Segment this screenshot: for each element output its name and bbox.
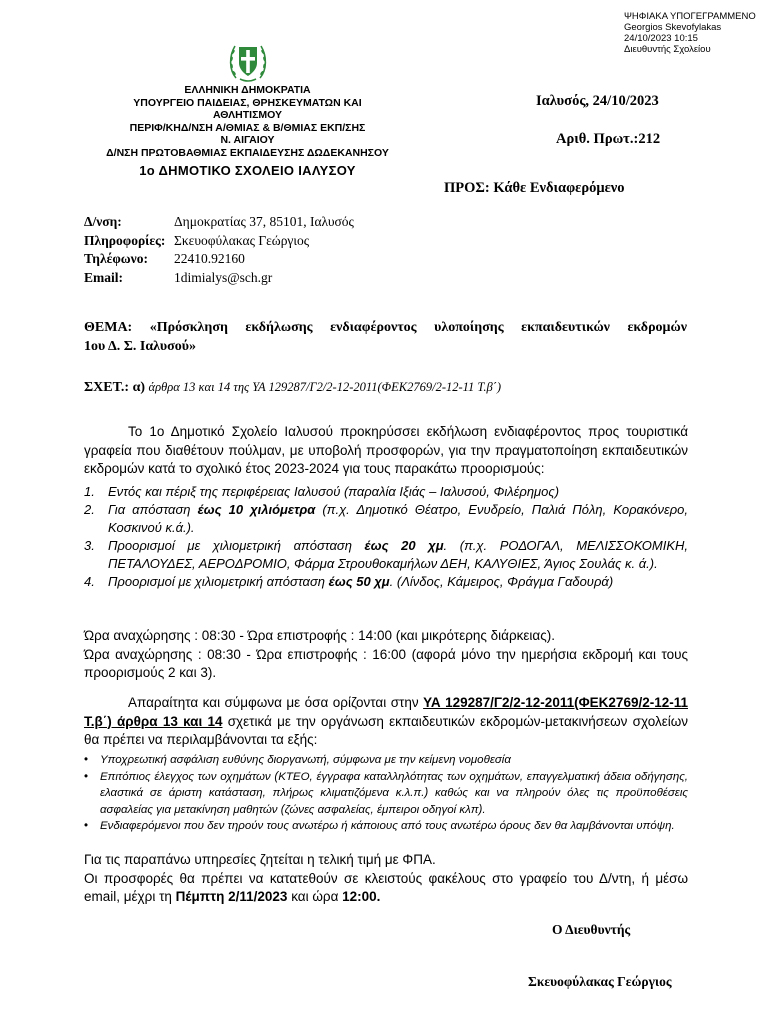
intro-paragraph: [84, 423, 688, 479]
list-text: Για απόσταση: [108, 502, 198, 517]
list-text: . (π.χ. ΡΟΔΟΓΑΛ, ΜΕΛΙΣΣΟΚΟΜΙΚΗ, ΠΕΤΑΛΟΥΔΕΣ, ΑΕΡΟΔΡΟΜΙΟ, Φάρμα Στρουθοκαμήλων ΔΕΗ, ΚΑΛΥΘΙΕΣ, Άγιος Σουλάς κ. ά.).: [108, 538, 688, 571]
submission-instructions: [84, 851, 688, 907]
requirements-intro: Απαραίτητα και σύμφωνα με όσα ορίζονται στην: [128, 695, 424, 710]
list-text: Προορισμοί με χιλιομετρική απόσταση: [108, 574, 329, 589]
letterhead: [70, 84, 425, 178]
header-ministry: ΥΠΟΥΡΓΕΙΟ ΠΑΙΔΕΙΑΣ, ΘΡΗΣΚΕΥΜΑΤΩΝ ΚΑΙ: [133, 96, 362, 109]
subject-line-1: ΘΕΜΑ: «Πρόσκληση εκδήλωσης ενδιαφέροντος υλοποίησης εκπαιδευτικών εκδρομών: [84, 320, 687, 335]
deadline-day: Πέμπτη 2/11/2023: [175, 889, 288, 904]
document-date: Ιαλυσός, 24/10/2023: [536, 93, 659, 109]
email-label: Email:: [84, 269, 123, 285]
signature-name: Georgios Skevofylakas: [624, 22, 722, 33]
reference-label: ΣΧΕΤ.: α): [84, 380, 146, 395]
list-distance: έως 50 χμ: [328, 574, 390, 589]
list-text: (π.χ. Δημοτικό Θέατρο, Ενυδρείο, Παλιά Πόλη, Κορακόνερο, Κοσκινού κ.ά.).: [108, 502, 688, 535]
schedule-line-2: Ώρα αναχώρησης : 08:30 - Ώρα επιστροφής : 16:00 (αφορά μόνο την ημερήσια εκδρομή και τους προορισμούς 2 και 3).: [84, 646, 688, 680]
header-regional-directorate: ΠΕΡΙΦ/ΚΗΔ/ΝΣΗ Α/ΘΜΙΑΣ & Β/ΘΜΙΑΣ ΕΚΠ/ΣΗΣ: [129, 121, 366, 134]
requirement-text: Επιτόπιος έλεγχος των οχημάτων (ΚΤΕΟ, έγγραφα καταλληλότητας των οχημάτων, επαγγελματική άδεια οδήγησης, ελαστικά σε άριστη κατάσταση, πλήρως κλιματιζόμενα κ.λ.π.) καθώς και να πληρούν όλες τις προϋποθέσεις ασφαλείας για μετακίνηση μαθητών (ζώνες ασφαλείας, έμπειροι οδηγοί κλπ).: [100, 770, 688, 816]
intro-text: Το 1ο Δημοτικό Σχολείο Ιαλυσού προκηρύσσει εκδήλωση ενδιαφέροντος προς τουριστικά γραφεία που διαθέτουν πούλμαν, με υποβολή προσφορών, για την πραγματοποίηση εκπαιδευτικών εκδρομών κατά το σχολικό έτος 2023-2024 για τους παρακάτω προορισμούς:: [84, 424, 688, 476]
list-item: [84, 483, 688, 501]
requirements-list: [84, 752, 688, 835]
header-ministry-cont: ΑΘΛΗΤΙΣΜΟΥ: [212, 109, 283, 121]
requirement-text: Ενδιαφερόμενοι που δεν τηρούν τους ανωτέρω ή κάποιους από τους ανωτέρω όρους δεν θα λαμβάνονται υπόψη.: [100, 820, 675, 832]
info-label: Πληροφορίες:: [84, 232, 166, 248]
address-label: Δ/νση:: [84, 214, 122, 229]
phone-label: Τηλέφωνο:: [84, 251, 148, 266]
subject-line-2: 1ου Δ. Σ. Ιαλυσού»: [84, 339, 197, 354]
list-number: 3.: [84, 538, 95, 553]
list-item: [84, 573, 688, 591]
info-value: Σκευοφύλακας Γεώργιος: [174, 232, 310, 248]
list-text: Εντός και πέριξ της περιφέρειας Ιαλυσού (παραλία Ιξιάς – Ιαλυσού, Φιλέρημος): [108, 484, 560, 499]
signature-line: ΨΗΦΙΑΚΑ ΥΠΟΓΕΓΡΑΜΜΕΝΟ: [624, 11, 756, 22]
header-directorate: Δ/ΝΣΗ ΠΡΩΤΟΒΑΘΜΙΑΣ ΕΚΠΑΙΔΕΥΣΗΣ ΔΩΔΕΚΑΝΗΣΟΥ: [106, 146, 389, 159]
subject: [84, 318, 687, 356]
greek-emblem-icon: [228, 40, 268, 84]
requirement-text: Υποχρεωτική ασφάλιση ευθύνης διοργανωτή, σύμφωνα με την κείμενη νομοθεσία: [100, 754, 511, 766]
list-item: [84, 537, 688, 573]
header-country: ΕΛΛΗΝΙΚΗ ΔΗΜΟΚΡΑΤΙΑ: [184, 84, 311, 96]
digital-signature-stamp: [624, 11, 756, 55]
list-number: 1.: [84, 484, 95, 499]
submission-text: Οι προσφορές θα πρέπει να κατατεθούν σε κλειστούς φακέλους στο γραφείο του Δ/ντη, ή μέσω email, μέχρι τη: [84, 870, 688, 904]
reference-text: άρθρα 13 και 14 της ΥΑ 129287/Γ2/2-12-2011(ΦΕΚ2769/2-12-11 Τ.β΄): [148, 380, 502, 394]
signature-role: Διευθυντής Σχολείου: [624, 44, 711, 55]
phone-value: 22410.92160: [174, 251, 245, 266]
legal-reference: ΥΑ 129287/Γ2/2-12-2011(ΦΕΚ2769/2-12-11 Τ.β΄) άρθρα 13 και 14: [84, 695, 688, 729]
list-number: 2.: [84, 502, 95, 517]
deadline-time: 12:00.: [342, 889, 381, 904]
signer-name: Σκευοφύλακας Γεώργιος: [528, 974, 672, 989]
schedule: [84, 627, 688, 683]
price-note: Για τις παραπάνω υπηρεσίες ζητείται η τελική τιμή με ΦΠΑ.: [84, 852, 436, 867]
closing-title: Ο Διευθυντής: [552, 922, 631, 937]
bullet-icon: •: [84, 754, 89, 766]
schedule-line-1: Ώρα αναχώρησης : 08:30 - Ώρα επιστροφής : 14:00 (και μικρότερης διάρκειας).: [84, 628, 555, 643]
school-name: 1ο ΔΗΜΟΤΙΚΟ ΣΧΟΛΕΙΟ ΙΑΛΥΣΟΥ: [139, 163, 356, 178]
protocol-number: Αριθ. Πρωτ.:212: [556, 131, 661, 147]
requirements-paragraph: [84, 694, 688, 750]
recipient: ΠΡΟΣ: Κάθε Ενδιαφερόμενο: [444, 180, 625, 196]
signature-timestamp: 24/10/2023 10:15: [624, 33, 698, 44]
list-distance: έως 10 χιλιόμετρα: [197, 502, 316, 517]
list-number: 4.: [84, 574, 95, 589]
header-region: Ν. ΑΙΓΑΙΟΥ: [220, 134, 275, 146]
bullet-icon: •: [84, 820, 89, 832]
list-item: [84, 769, 688, 819]
list-item: [84, 501, 688, 537]
list-distance: έως 20 χμ: [364, 538, 444, 553]
list-item: [84, 752, 688, 769]
email-value: 1dimialys@sch.gr: [174, 269, 273, 285]
list-text: . (Λίνδος, Κάμειρος, Φράγμα Γαδουρά): [389, 574, 614, 589]
submission-text-mid: και ώρα: [287, 889, 343, 904]
address-value: Δημοκρατίας 37, 85101, Ιαλυσός: [174, 214, 354, 229]
destinations-list: [84, 483, 688, 591]
requirements-intro-end: σχετικά με την οργάνωση εκπαιδευτικών εκδρομών-μετακινήσεων σχολείων θα πρέπει να περιλαμβάνονται τα εξής:: [84, 713, 688, 747]
contact-block: [84, 213, 354, 287]
bullet-icon: •: [84, 770, 89, 783]
list-text: Προορισμοί με χιλιομετρική απόσταση: [108, 538, 365, 553]
reference: [84, 380, 501, 396]
list-item: [84, 818, 688, 835]
